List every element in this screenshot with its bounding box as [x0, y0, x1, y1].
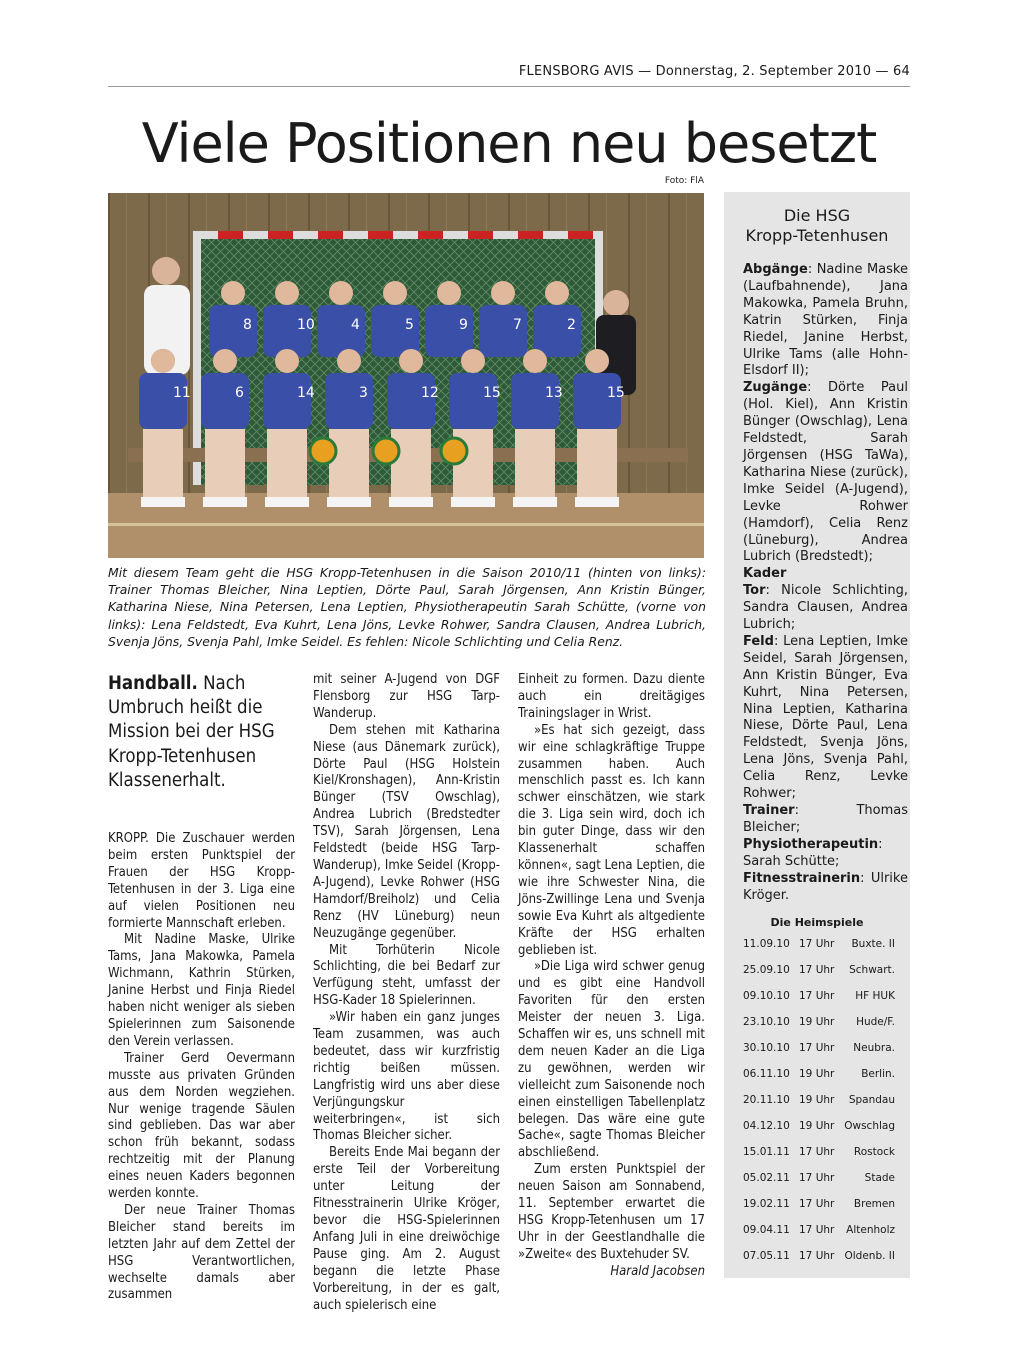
game-time: 17 Uhr	[799, 990, 835, 1002]
game-time: 19 Uhr	[799, 1016, 835, 1028]
trainer-text: : Thomas Bleicher;	[743, 803, 908, 835]
game-time: 17 Uhr	[799, 1250, 835, 1262]
kader-label: Kader	[743, 566, 787, 582]
game-date: 15.01.11	[743, 1146, 790, 1158]
game-row	[743, 938, 895, 964]
paragraph: Mit Torhüterin Nicole Schlichting, die bei Bedarf zur Verfügung steht, umfasst der HSG-Kader 18 Spielerinnen.	[313, 942, 500, 1009]
game-date: 23.10.10	[743, 1016, 790, 1028]
game-row	[743, 1198, 895, 1224]
physio-label: Physiotherapeutin	[743, 836, 879, 852]
game-time: 17 Uhr	[799, 964, 835, 976]
paragraph: Trainer Gerd Oevermann musste aus privaten Gründen aus dem Norden wegziehen. Nur wenige tragende Säulen sind geblieben. Das war aber schon früh bekannt, sodass rechtzeitig mit der Planung eines neuen Kaders begonnen werden konnte.	[108, 1050, 295, 1202]
game-time: 17 Uhr	[799, 938, 835, 950]
paragraph: Einheit zu formen. Dazu diente auch ein dreitägiges Trainingslager in Wrist.	[518, 672, 705, 721]
jersey-number: 15	[607, 385, 625, 401]
jersey-number: 7	[513, 317, 522, 333]
jersey-number: 10	[297, 317, 315, 333]
game-date: 25.09.10	[743, 964, 790, 976]
article-column-1	[108, 672, 295, 1304]
handball	[373, 438, 399, 464]
home-games-title: Die Heimspiele	[770, 916, 864, 929]
paragraph: KROPP. Die Zuschauer werden beim ersten Punktspiel der Frauen der HSG Kropp-Tetenhusen in der 3. Liga eine auf vielen Positionen neu formierte Mannschaft erleben.	[108, 831, 295, 931]
game-date: 07.05.11	[743, 1250, 790, 1262]
game-date: 19.02.11	[743, 1198, 790, 1210]
team-photo	[108, 193, 704, 558]
paragraph: Mit Nadine Maske, Ulrike Tams, Jana Makowka, Pamela Wichmann, Kathrin Stürken, Janine Herbst und Finja Riedel haben nicht weniger als sieben Spielerinnen zum Saisonende den Verein verlassen.	[108, 932, 295, 1049]
game-time: 17 Uhr	[799, 1146, 835, 1158]
paragraph: »Wir haben ein ganz junges Team zusammen, was auch bedeutet, dass wir kurzfristig richtig beißen müssen. Langfristig wird uns aber diese Verjüngungskur weiterbringen«, ist sich Thomas Bleicher sicher.	[313, 1010, 500, 1144]
game-opponent: Berlin.	[861, 1068, 895, 1080]
abgaenge-label: Abgänge	[743, 262, 808, 277]
game-opponent: Stade	[864, 1172, 895, 1184]
game-opponent: Oldenb. II	[844, 1250, 895, 1262]
game-opponent: Altenholz	[846, 1224, 895, 1236]
game-row	[743, 1146, 895, 1172]
tor-label: Tor	[743, 583, 766, 599]
zugaenge-text: : Dörte Paul (Hol. Kiel), Ann Kristin Bünger (Owschlag), Lena Feldstedt, Sarah Jörgensen (HSG TaWa), Katharina Niese (zurück), Imke Seidel (A-Jugend), Levke Rohwer (Hamdorf), Celia Renz (Lüneburg), Andrea Lubrich (Bredstedt);	[743, 380, 908, 565]
game-date: 05.02.11	[743, 1172, 790, 1184]
game-opponent: Rostock	[853, 1146, 895, 1158]
paragraph: Zum ersten Punktspiel der neuen Saison am Sonnabend, 11. September erwartet die HSG Kropp-Tetenhusen um 17 Uhr in der Geestlandhalle die »Zweite« des Buxtehuder SV.	[518, 1162, 705, 1262]
game-row	[743, 1042, 895, 1068]
game-opponent: Owschlag	[844, 1120, 895, 1132]
game-row	[743, 1172, 895, 1198]
jersey-number: 8	[243, 317, 252, 333]
game-opponent: Schwart.	[849, 964, 895, 976]
game-time: 17 Uhr	[799, 1042, 835, 1054]
fitness-text: : Ulrike Kröger.	[743, 870, 908, 903]
fitness-label: Fitnesstrainerin	[743, 870, 861, 886]
game-time: 19 Uhr	[799, 1068, 835, 1080]
article-column-2	[313, 672, 500, 1314]
game-date: 09.04.11	[743, 1224, 790, 1236]
roster-text	[743, 262, 908, 904]
game-date: 06.11.10	[743, 1068, 790, 1080]
game-date: 04.12.10	[743, 1120, 790, 1132]
game-opponent: Neubra.	[853, 1042, 895, 1054]
game-row	[743, 1068, 895, 1094]
game-row	[743, 1094, 895, 1120]
home-games-table	[743, 938, 895, 1276]
paragraph: Bereits Ende Mai begann der erste Teil der Vorbereitung unter Leitung der Fitnesstrainerin Ulrike Kröger, bevor die HSG-Spielerinnen Anfang Juli in eine dreiwöchige Pause ging. Am 2. August begann die letzte Phase Vorbereitung, in der es galt, auch spielerisch eine	[313, 1145, 500, 1313]
lead-text: Nach Umbruch heißt die Mission bei der HSG Kropp-Tetenhusen Klassenerhalt.	[108, 673, 275, 791]
paragraph: mit seiner A-Jugend von DGF Flensborg zur HSG Tarp-Wanderup.	[313, 672, 500, 721]
game-time: 17 Uhr	[799, 1224, 835, 1236]
game-time: 19 Uhr	[799, 1094, 835, 1106]
photo-credit: Foto: FlA	[664, 176, 704, 186]
zugaenge-label: Zugänge	[743, 380, 808, 396]
jersey-number: 3	[359, 385, 368, 401]
game-opponent: HF HUK	[855, 990, 895, 1002]
paragraph: »Die Liga wird schwer genug und es gibt eine Handvoll Favoriten für den ersten Meister der neuen 3. Liga. Schaffen wir es, uns schnell mit dem neuen Kader an die Liga zu gewöhnen, werden wir vielleicht zum Saisonende noch einen einstelligen Tabellenplatz belegen. Das wäre eine gute Sache«, sagte Thomas Bleicher abschließend.	[518, 959, 705, 1161]
feld-label: Feld	[743, 633, 774, 649]
game-row	[743, 1224, 895, 1250]
game-opponent: Bremen	[853, 1198, 895, 1210]
abgaenge-text: : Nadine Maske (Laufbahnende), Jana Makowka, Pamela Bruhn, Katrin Stürken, Finja Riedel, Janine Herbst, Ulrike Tams (alle Hohn-Elsdorf II);	[743, 262, 908, 379]
jersey-number: 6	[235, 385, 244, 401]
game-date: 30.10.10	[743, 1042, 790, 1054]
game-row	[743, 990, 895, 1016]
game-row	[743, 964, 895, 990]
jersey-number: 4	[351, 317, 360, 333]
game-row	[743, 1120, 895, 1146]
article-lead	[108, 672, 295, 793]
paragraph: »Es hat sich gezeigt, dass wir eine schlagkräftige Truppe zusammen haben. Auch menschlich passt es. Ich kann schwer einschätzen, wie stark die 3. Liga sein wird, doch ich bin guter Dinge, dass wir den Klassenerhalt schaffen können«, sagt Lena Leptien, die wie ihre Schwester Nina, die Jöns-Zwillinge Lena und Svenja sowie Eva Kuhrt als altgediente Kräfte der HSG erhalten geblieben ist.	[518, 722, 705, 958]
game-row	[743, 1016, 895, 1042]
jersey-number: 15	[483, 385, 501, 401]
jersey-number: 9	[459, 317, 468, 333]
game-opponent: Buxte. II	[851, 938, 895, 950]
article-column-3	[518, 672, 705, 1281]
jersey-number: 14	[297, 385, 315, 401]
author: Harald Jacobsen	[610, 1263, 705, 1279]
info-box-title-line2: Kropp-Tetenhusen	[745, 226, 889, 245]
physio-text: : Sarah Schütte;	[743, 836, 883, 869]
lead-kicker: Handball.	[108, 673, 198, 694]
game-opponent: Hude/F.	[856, 1016, 895, 1028]
game-date: 09.10.10	[743, 990, 790, 1002]
team-photo-illustration	[108, 193, 704, 558]
jersey-number: 2	[567, 317, 576, 333]
jersey-number: 5	[405, 317, 414, 333]
tor-text: : Nicole Schlichting, Sandra Clausen, Andrea Lubrich;	[743, 583, 908, 633]
game-time: 19 Uhr	[799, 1120, 835, 1132]
photo-caption: Mit diesem Team geht die HSG Kropp-Tetenhusen in die Saison 2010/11 (hinten von links): Trainer Thomas Bleicher, Nina Leptien, Dörte Paul, Sarah Jörgensen, Ann Kristin Bünger, Katharina Niese, Nina Petersen, Lena Leptien, Physiotherapeutin Sarah Schütte, (vorne von links): Lena Feldstedt, Eva Kuhrt, Lena Jöns, Levke Rohwer, Sandra Clausen, Andrea Lubrich, Svenja Jöns, Svenja Pahl, Imke Seidel. Es fehlen: Nicole Schlichting und Celia Renz.	[108, 565, 706, 649]
game-time: 17 Uhr	[799, 1198, 835, 1210]
handball	[310, 438, 336, 464]
paragraph: Dem stehen mit Katharina Niese (aus Dänemark zurück), Dörte Paul (HSG Holstein Kiel/Kronshagen), Ann-Kristin Bünger (TSV Owschlag), Andrea Lubrich (Bredstedter TSV), Sarah Jörgensen, Lena Feldstedt (beide HSG Tarp-Wanderup), Imke Seidel (Kropp-A-Jugend), Levke Rohwer (HSG Hamdorf/Breiholz) und Celia Renz (HV Lüneburg) neun Neuzugänge gegenüber.	[313, 722, 500, 941]
page-header: FLENSBORG AVIS — Donnerstag, 2. September 2010 — 64	[108, 64, 910, 87]
game-date: 20.11.10	[743, 1094, 790, 1106]
jersey-number: 11	[173, 385, 191, 401]
handball	[441, 438, 467, 464]
trainer-label: Trainer	[743, 803, 795, 818]
game-opponent: Spandau	[848, 1094, 895, 1106]
headline: Viele Positionen neu besetzt	[141, 112, 877, 175]
game-date: 11.09.10	[743, 938, 790, 950]
game-row	[743, 1250, 895, 1276]
paragraph: Der neue Trainer Thomas Bleicher stand bereits im letzten Jahr auf dem Zettel der HSG Verantwortlichen, wechselte damals aber zusammen	[108, 1202, 295, 1303]
info-box-title	[724, 206, 910, 246]
info-box-title-line1: Die HSG	[783, 206, 851, 225]
feld-text: : Lena Leptien, Imke Seidel, Sarah Jörgensen, Ann Kristin Bünger, Eva Kuhrt, Nina Petersen, Nina Leptien, Katharina Niese, Dörte Paul, Lena Feldstedt, Svenja Jöns, Lena Jöns, Svenja Pahl, Celia Renz, Levke Rohwer;	[743, 633, 908, 802]
jersey-number: 13	[545, 385, 563, 401]
jersey-number: 12	[421, 385, 439, 401]
game-time: 17 Uhr	[799, 1172, 835, 1184]
